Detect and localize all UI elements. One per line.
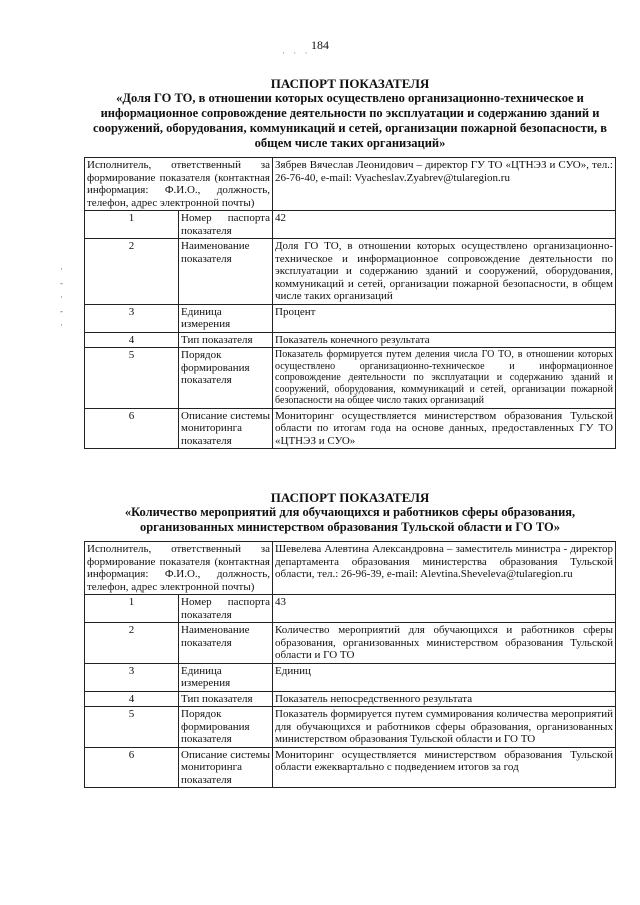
row-value: Показатель формируется путем суммирования количества мероприятий для обучающихся и работников сферы образования, организованных министерством образования Тульской области и ГО ТО: [273, 707, 616, 748]
row-number: 1: [85, 595, 179, 623]
table-row: [85, 239, 616, 305]
row-value: Процент: [273, 304, 616, 332]
executor-value: Зябрев Вячеслав Леонидович – директор ГУ ТО «ЦТНЭЗ и СУО», тел.: 26-76-40, e-mail: Vyacheslav.Zyabrev@tularegion.ru: [273, 158, 616, 211]
table-row: [85, 747, 616, 788]
passport-43: [84, 490, 616, 788]
row-label: Тип показателя: [179, 332, 273, 348]
row-value: Мониторинг осуществляется министерством образования Тульской области по итогам года на основе данных, предоставленных ГУ ТО «ЦТНЭЗ и СУО»: [273, 408, 616, 449]
page-number: 184: [311, 38, 329, 52]
table-row: [85, 332, 616, 348]
passport-42: [84, 76, 616, 449]
executor-label: Исполнитель, ответственный за формирование показателя (контактная информация: Ф.И.О., должность, телефон, адрес электронной почты): [85, 542, 273, 595]
row-value: Мониторинг осуществляется министерством образования Тульской области ежеквартально с подведением итогов за год: [273, 747, 616, 788]
margin-scan-marks: · ‐ · ‐ ·: [60, 264, 63, 330]
passport-heading: ПАСПОРТ ПОКАЗАТЕЛЯ: [270, 76, 430, 91]
row-value: Показатель формируется путем деления числа ГО ТО, в отношении которых осуществлено организационно-техническое и информационное сопровождение деятельности по эксплуатации и содержанию зданий и сооружений, оборудования, коммуникаций и сетей, организации пожарной безопасности на общее число таких организаций: [273, 348, 616, 409]
passport-subtitle: «Доля ГО ТО, в отношении которых осуществлено организационно-техническое и информационное сопровождение деятельности по эксплуатации и содержанию зданий и сооружений, оборудования, коммуникаций и сетей, организации пожарной безопасности, в общем числе таких организаций»: [92, 91, 608, 150]
row-number: 6: [85, 408, 179, 449]
table-row: [85, 304, 616, 332]
passport-subtitle: «Количество мероприятий для обучающихся и работников сферы образования, организованных министерством образования Тульской области и ГО ТО»: [124, 505, 576, 534]
row-value: Показатель непосредственного результата: [273, 691, 616, 707]
row-label: Описание системы мониторинга показателя: [179, 408, 273, 449]
row-number: 4: [85, 691, 179, 707]
row-label: Наименование показателя: [179, 239, 273, 305]
passport-table: [84, 157, 616, 449]
scan-specks: · · ·: [282, 48, 311, 58]
executor-label: Исполнитель, ответственный за формирование показателя (контактная информация: Ф.И.О., должность, телефон, адрес электронной почты): [85, 158, 273, 211]
row-number: 5: [85, 707, 179, 748]
row-label: Номер паспорта показателя: [179, 595, 273, 623]
row-label: Единица измерения: [179, 304, 273, 332]
table-row: [85, 348, 616, 409]
row-number: 5: [85, 348, 179, 409]
row-label: Описание системы мониторинга показателя: [179, 747, 273, 788]
table-row: [85, 408, 616, 449]
table-row: [85, 691, 616, 707]
row-value: Единиц: [273, 663, 616, 691]
row-value: 43: [273, 595, 616, 623]
row-value: 42: [273, 211, 616, 239]
row-number: 3: [85, 304, 179, 332]
passport-heading: ПАСПОРТ ПОКАЗАТЕЛЯ: [270, 490, 430, 505]
executor-row: [85, 158, 616, 211]
executor-row: [85, 542, 616, 595]
passport-table: [84, 541, 616, 788]
row-number: 3: [85, 663, 179, 691]
table-row: [85, 663, 616, 691]
row-label: Единица измерения: [179, 663, 273, 691]
row-number: 1: [85, 211, 179, 239]
row-label: Наименование показателя: [179, 623, 273, 664]
row-label: Порядок формирования показателя: [179, 348, 273, 409]
table-row: [85, 623, 616, 664]
row-value: Показатель конечного результата: [273, 332, 616, 348]
row-label: Тип показателя: [179, 691, 273, 707]
table-row: [85, 211, 616, 239]
row-label: Номер паспорта показателя: [179, 211, 273, 239]
row-number: 2: [85, 623, 179, 664]
row-number: 2: [85, 239, 179, 305]
table-row: [85, 707, 616, 748]
executor-value: Шевелева Алевтина Александровна – заместитель министра - директор департамента образования министерства образования Тульской области, тел.: 26-96-39, e-mail: Alevtina.Sheveleva@tularegion.ru: [273, 542, 616, 595]
row-label: Порядок формирования показателя: [179, 707, 273, 748]
row-value: Доля ГО ТО, в отношении которых осуществлено организационно-техническое и информационное сопровождение деятельности по эксплуатации и содержанию зданий и сооружений, оборудования, коммуникаций и сетей, организации пожарной безопасности, в общем числе таких организаций: [273, 239, 616, 305]
row-number: 4: [85, 332, 179, 348]
table-row: [85, 595, 616, 623]
row-number: 6: [85, 747, 179, 788]
row-value: Количество мероприятий для обучающихся и работников сферы образования, организованных министерством образования Тульской области и ГО ТО: [273, 623, 616, 664]
